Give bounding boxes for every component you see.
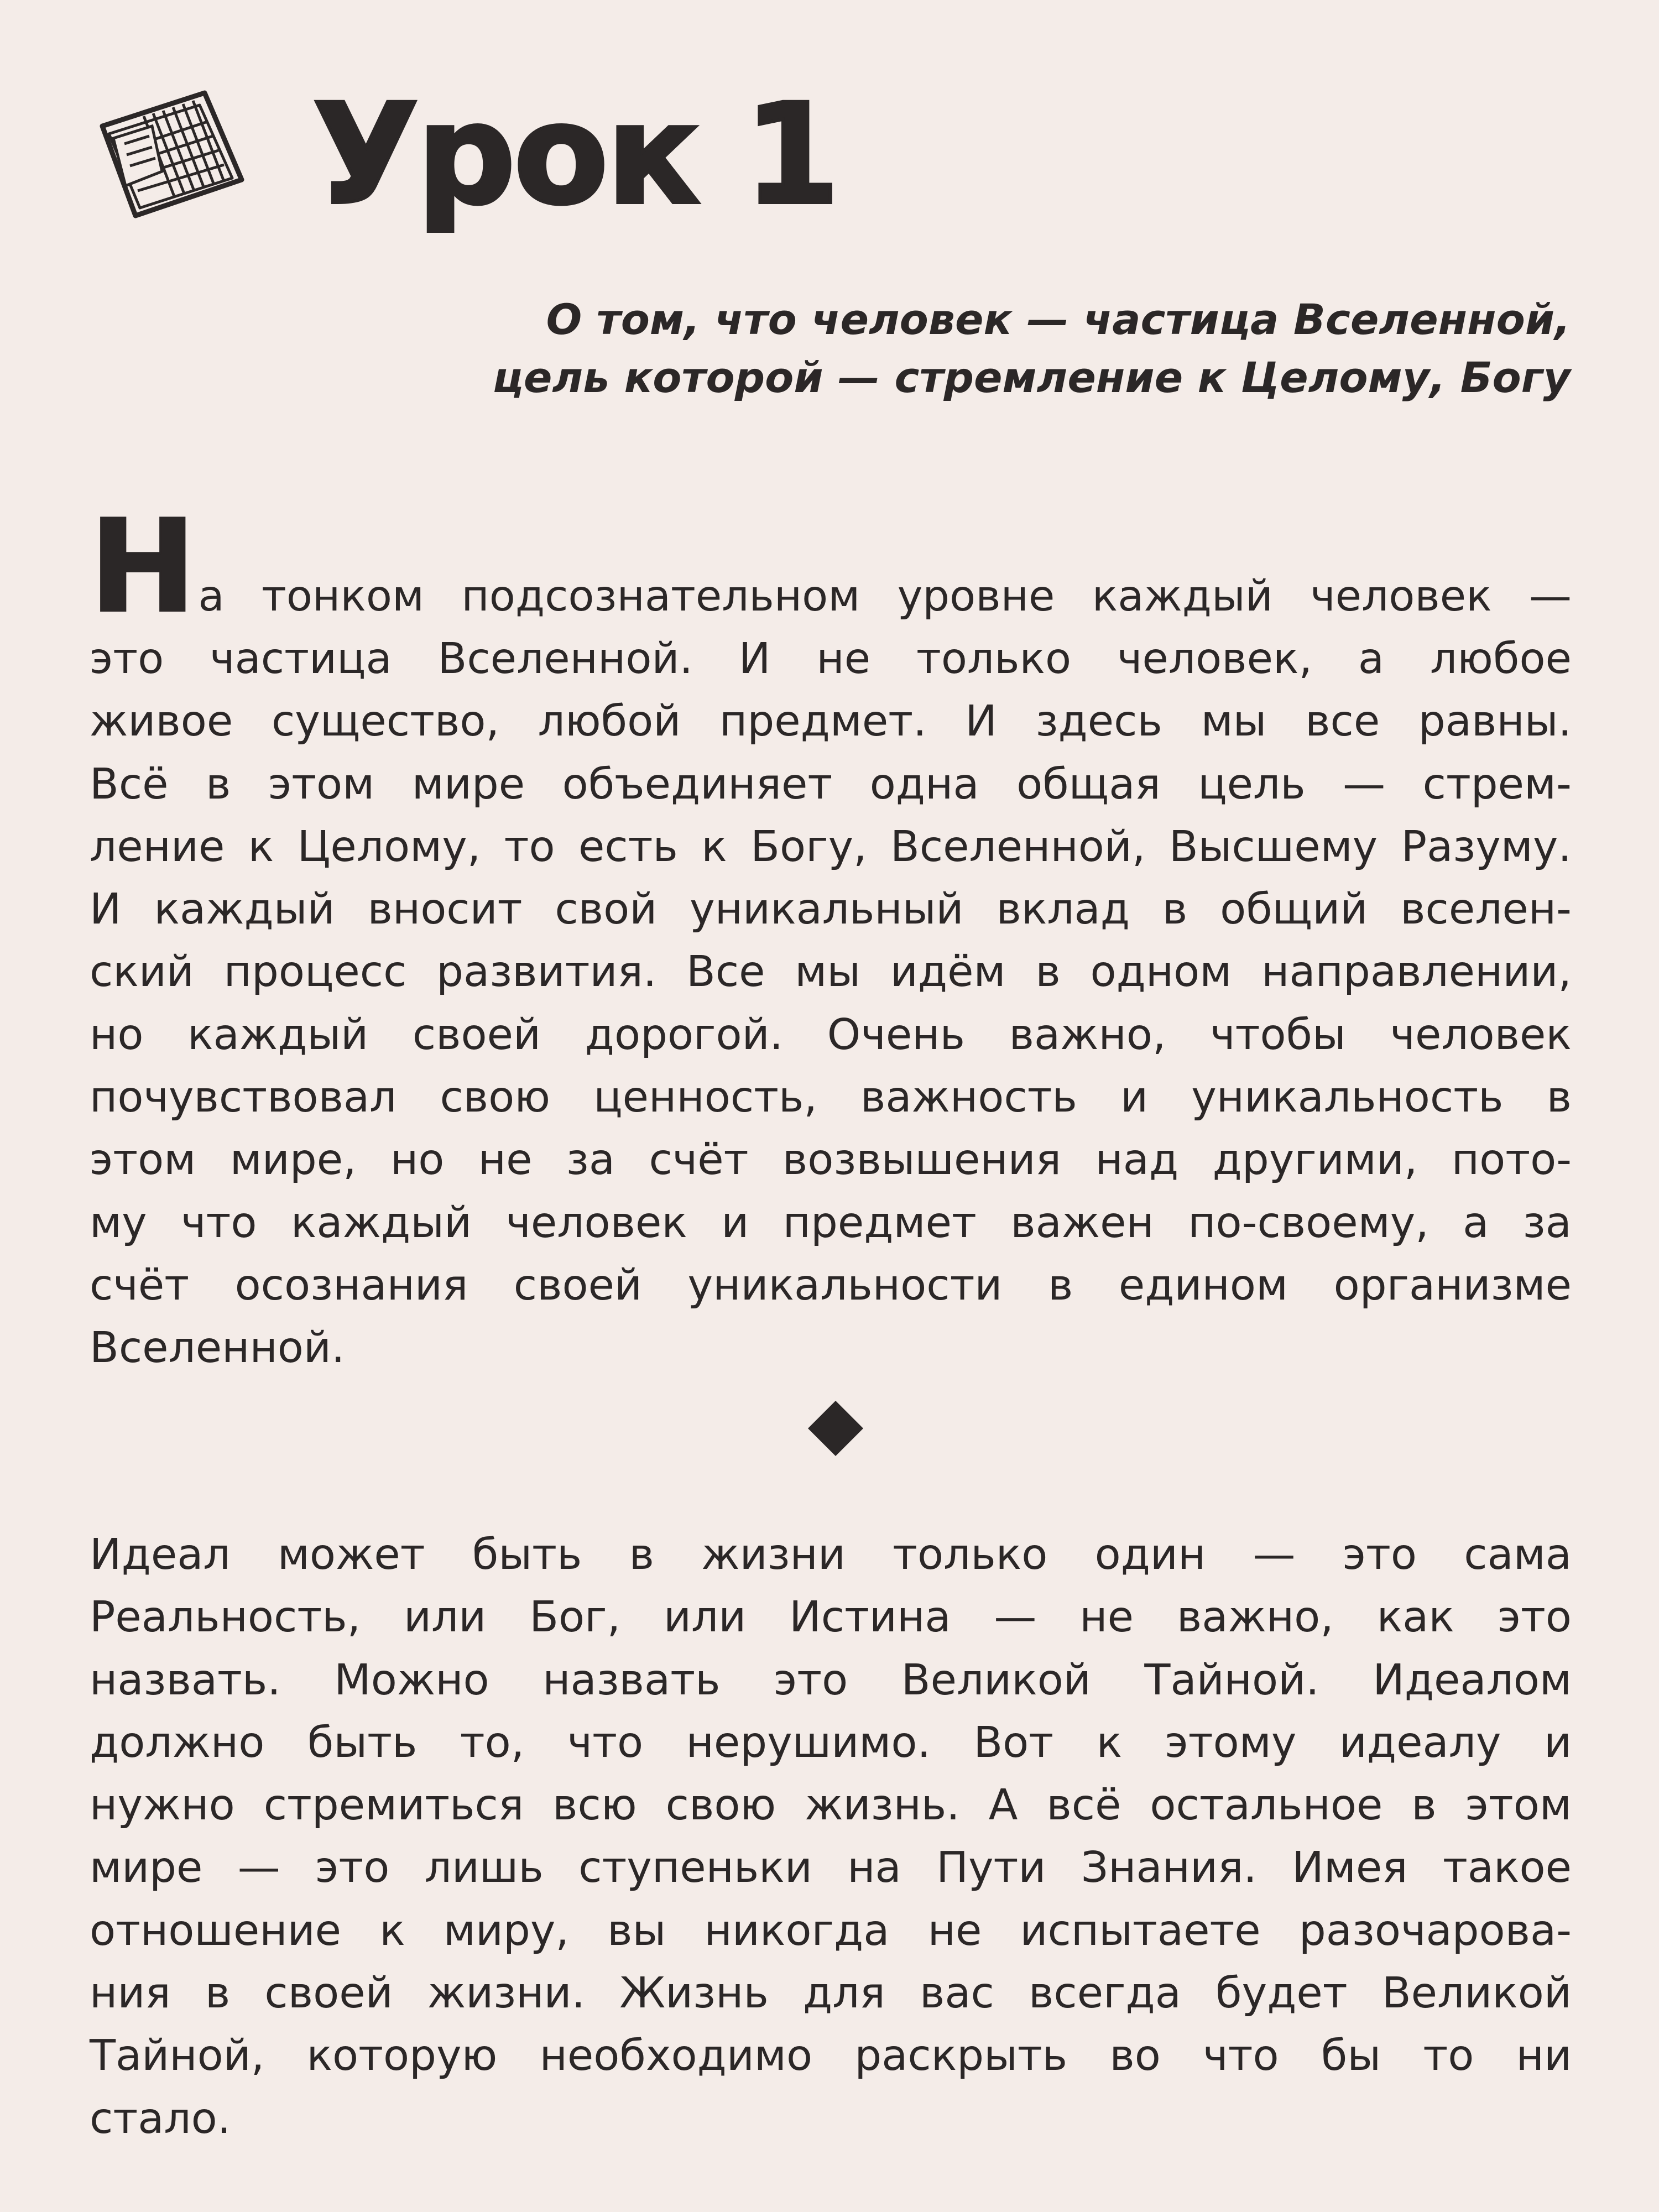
text-line: Реальность, или Бог, или Истина — не важно, как это [90,1593,1572,1642]
text-line: назвать. Можно назвать это Великой Тайной. Идеалом [90,1655,1572,1705]
text-line: счёт осознания своей уникальности в едином организме [90,1260,1572,1310]
text-line: ский процесс развития. Все мы идём в одном направлении, [90,947,1572,997]
text-line: нужно стремиться всю свою жизнь. А всё остальное в этом [90,1781,1572,1830]
text-line: ление к Целому, то есть к Богу, Вселенной, Высшему Разуму. [90,822,1572,872]
text-line: должно быть то, что нерушимо. Вот к этому идеалу и [90,1718,1572,1767]
text-line: ния в своей жизни. Жизнь для вас всегда будет Великой [90,1969,1572,2018]
paragraph-2 [90,1524,1572,2150]
text-line: а тонком подсознательном уровне каждый человек — [198,571,1572,621]
subtitle-line: цель которой — стремление к Целому, Богу [492,353,1571,402]
text-line: отношение к миру, вы никогда не испытаете разочарова- [90,1906,1572,1955]
text-line: мире — это лишь ступеньки на Пути Знания. Имея такое [90,1843,1572,1893]
text-line: почувствовал свою ценность, важность и уникальность в [90,1073,1572,1123]
text-line: Идеал может быть в жизни только один — это сама [90,1530,1572,1579]
text-line: этом мире, но не за счёт возвышения над другими, пото- [90,1135,1572,1185]
lesson-title: Урок 1 [312,74,838,235]
text-line: Вселенной. [90,1323,345,1373]
paragraph-first-line [90,493,1572,641]
lesson-header [91,74,838,235]
drop-cap: Н [90,493,196,641]
open-book-icon [91,83,252,227]
lesson-subtitle [88,290,1571,406]
text-line: стало. [90,2094,231,2143]
text-line: но каждый своей дорогой. Очень важно, чтобы человек [90,1010,1572,1060]
paragraph-1 [90,493,1572,1380]
text-line: му что каждый человек и предмет важен по-своему, а за [90,1198,1572,1248]
text-line: И каждый вносит свой уникальный вклад в общий вселен- [90,885,1572,935]
diamond-icon [805,1398,866,1459]
subtitle-line: О том, что человек — частица Вселенной, [546,295,1571,344]
text-line: Тайной, которую необходимо раскрыть во что бы то ни [90,2031,1572,2081]
text-line: Всё в этом мире объединяет одна общая цель — стрем- [90,759,1572,809]
text-line: это частица Вселенной. И не только человек, а любое [90,634,1572,684]
text-line: живое существо, любой предмет. И здесь мы все равны. [90,697,1572,747]
